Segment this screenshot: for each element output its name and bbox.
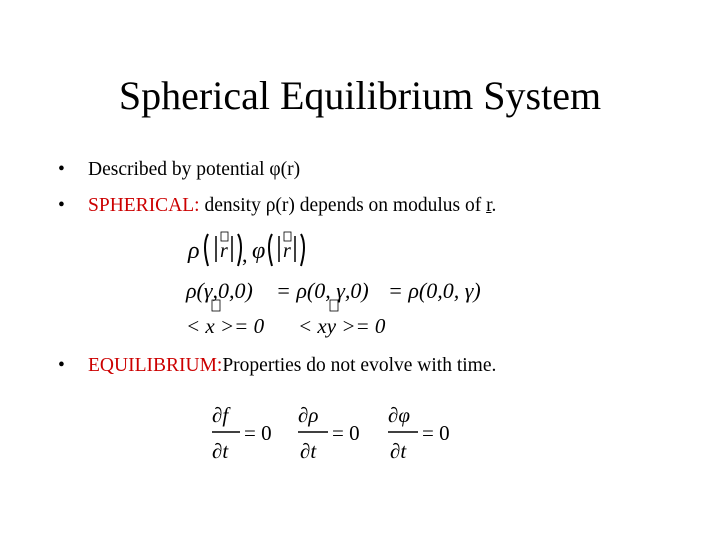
dt: ∂t <box>390 439 407 463</box>
eq-rhs: = ρ(0,0, γ) <box>388 278 481 303</box>
bullet-text: Described by potential φ(r) <box>88 159 301 180</box>
equation-spherical-symmetry <box>185 278 481 303</box>
paren-close <box>301 234 304 266</box>
equilibrium-label: EQUILIBRIUM: <box>88 355 223 376</box>
dt: ∂t <box>300 439 317 463</box>
equals-zero: = 0 <box>244 421 272 445</box>
page-title: Spherical Equilibrium System <box>118 73 602 118</box>
drho: ∂ρ <box>298 403 319 427</box>
bullet-marker: • <box>58 355 65 376</box>
eq-mid: = ρ(0, γ,0) <box>276 278 369 303</box>
eq-lhs: ρ(γ,0,0) <box>186 278 253 303</box>
equals-zero: = 0 <box>332 421 360 445</box>
comma: , <box>242 242 248 267</box>
dphi: ∂φ <box>388 403 410 427</box>
bullet-text: Properties do not evolve with time. <box>222 355 497 376</box>
df: ∂f <box>212 403 229 427</box>
equation-time-derivatives <box>212 403 450 463</box>
vector-r: r <box>220 240 228 262</box>
bullet-end: . <box>491 195 497 216</box>
equals-zero: = 0 <box>422 421 450 445</box>
bullet-equilibrium <box>58 354 496 378</box>
mean-xy: < xy >= 0 <box>298 314 386 338</box>
phi-symbol: φ <box>252 238 266 264</box>
underlined-r: r <box>486 195 492 216</box>
paren-open <box>269 234 272 266</box>
bullet-marker: • <box>58 159 65 180</box>
paren-close <box>238 234 241 266</box>
equation-density-potential <box>187 232 304 267</box>
vector-r: r <box>283 240 291 262</box>
paren-open <box>205 234 208 266</box>
rho-symbol: ρ <box>188 238 200 264</box>
bullet-text: density ρ(r) depends on modulus of <box>199 195 487 216</box>
spherical-label: SPHERICAL: <box>88 195 200 216</box>
bullet-marker: • <box>58 195 65 216</box>
dt: ∂t <box>212 439 229 463</box>
mean-x: < x >= 0 <box>186 314 265 338</box>
equation-moments <box>186 300 386 338</box>
